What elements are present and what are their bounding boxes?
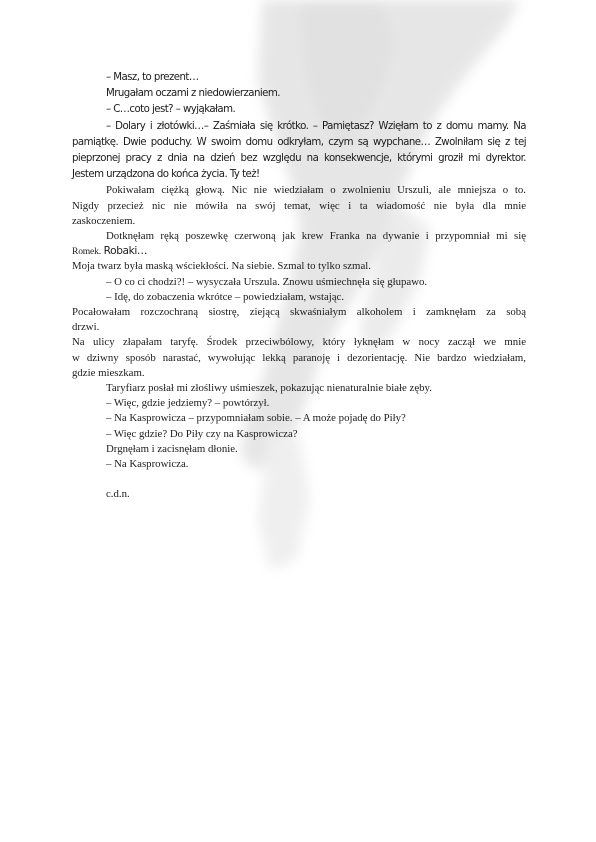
- dialogue-line: – Na Kasprowicza.: [106, 458, 189, 471]
- dialogue-line: pieprzonej pracy z dnia na dzień bez względu na konsekwencje, którymi groził mi dyrektor.: [72, 153, 526, 165]
- paragraph-line: Dotknęłam ręką poszewkę czerwoną jak krew Franka na dywanie i przypomniał mi się: [106, 230, 526, 243]
- spacer: [72, 472, 526, 487]
- dialogue-line: – O co ci chodzi?! – wysyczała Urszula. Znowu uśmiechnęła się głupawo.: [106, 275, 428, 288]
- mixed-line: [72, 244, 526, 259]
- dialogue-line: – Na Kasprowicza – przypomniałam sobie. – A może pojadę do Piły?: [106, 412, 406, 425]
- dialogue-line: – Idę, do zobaczenia wkrótce – powiedziałam, wstając.: [106, 290, 345, 303]
- paragraph-line: Na ulicy złapałam taryfę. Środek przeciwbólowy, który łyknęłam w nocy zaczął we mnie: [72, 336, 526, 349]
- paragraph-line: zaskoczeniem.: [72, 214, 136, 227]
- dialogue-line: – Masz, to prezent…: [106, 72, 199, 83]
- dialogue-line: – Więc gdzie? Do Piły czy na Kasprowicza?: [106, 427, 298, 440]
- paragraph-line: Pocałowałam rozczochraną siostrę, ziejącą skwaśniałym alkoholem i zamknęłam za sobą: [72, 306, 526, 319]
- paragraph-line: Pokiwałam ciężką głową. Nic nie wiedziałam o zwolnieniu Urszuli, ale mniejsza o to.: [106, 184, 526, 197]
- dialogue-line: – Dolary i złotówki…– Zaśmiała się krótko. – Pamiętasz? Wzięłam to z domu mamy. Na: [106, 120, 526, 132]
- paragraph-line: Taryfiarz posłał mi złośliwy uśmieszek, pokazując nienaturalnie białe zęby.: [106, 382, 432, 395]
- paragraph-line: Drgnęłam i zacisnęłam dłonie.: [106, 442, 238, 455]
- continuation-note: c.d.n.: [106, 488, 130, 501]
- word-robaki: Robaki…: [103, 245, 148, 258]
- dialogue-line: – C…coto jest? – wyjąkałam.: [106, 104, 236, 116]
- paragraph-line: drzwi.: [72, 321, 100, 334]
- story-text: [72, 70, 526, 502]
- paragraph-line: gdzie mieszkam.: [72, 366, 145, 379]
- paragraph-line: Moja twarz była maską wściekłości. Na siebie. Szmal to tylko szmal.: [72, 260, 371, 273]
- paragraph-line: Nigdy przecież nic nie mówiła na swój temat, więc i ta wiadomość nie była dla mnie: [72, 199, 526, 212]
- dialogue-line: – Więc, gdzie jedziemy? – powtórzył.: [106, 397, 270, 410]
- dialogue-line: pamiątkę. Dwie poduchy. W swoim domu odkryłam, czym są wypchane… Zwolniłam się z tej: [72, 136, 526, 148]
- name-romek: Romek.: [72, 246, 101, 258]
- dialogue-line: Jestem urządzona do końca życia. Ty też!: [72, 169, 260, 181]
- narration-line: Mrugałam oczami z niedowierzaniem.: [106, 88, 280, 100]
- paragraph-line: w dziwny sposób narastać, wywołując lekką paranoję i dezorientację. Nie bardzo wiedziałam,: [72, 351, 526, 364]
